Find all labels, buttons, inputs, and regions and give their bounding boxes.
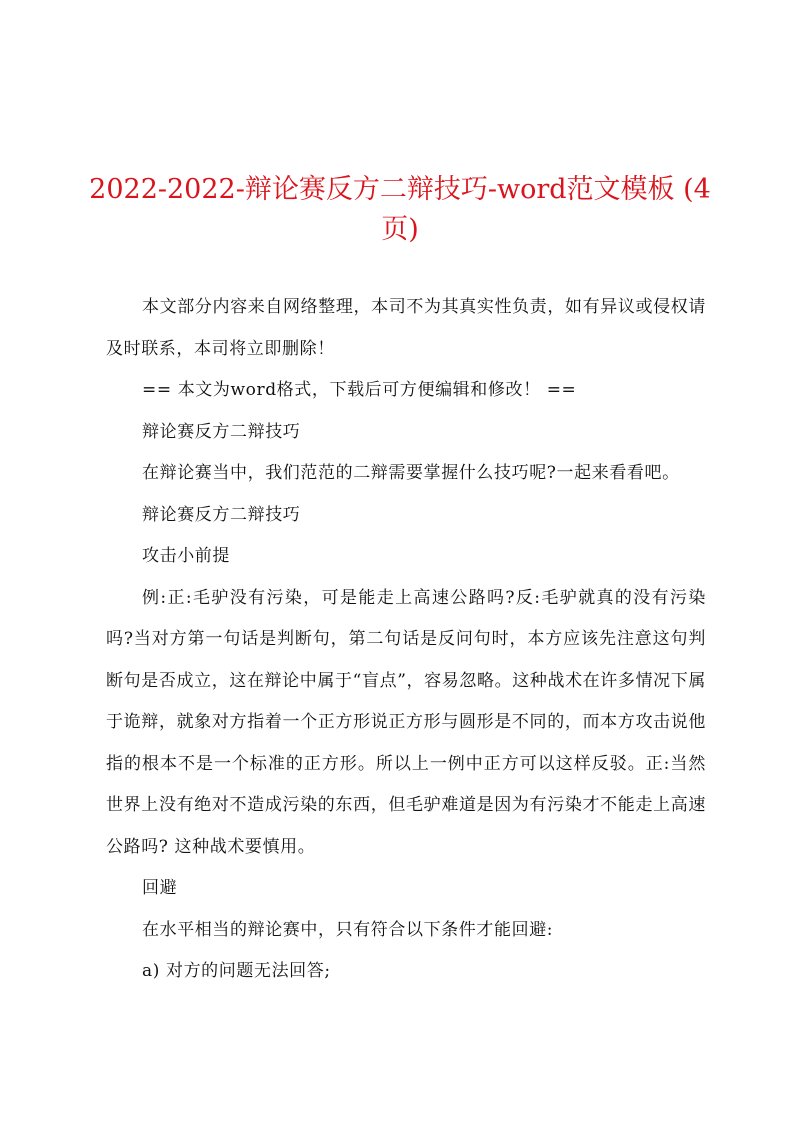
disclaimer-paragraph: 本文部分内容来自网络整理，本司不为其真实性负责，如有异议或侵权请及时联系，本司将立即删除！ [106, 297, 706, 359]
document-body [106, 287, 706, 993]
subsection-heading: 攻击小前提 [142, 546, 230, 566]
condition-item: a) 对方的问题无法回答; [142, 961, 331, 981]
document-title: 2022-2022-辩论赛反方二辩技巧-word范文模板 (4页) [89, 174, 711, 245]
subsection-heading: 回避 [142, 878, 178, 898]
condition-paragraph: 在水平相当的辩论赛中，只有符合以下条件才能回避: [142, 919, 554, 940]
section-heading: 辩论赛反方二辩技巧 [142, 504, 301, 525]
format-note-paragraph: == 本文为word格式，下载后可方便编辑和修改！ == [142, 380, 577, 400]
example-paragraph: 例:正:毛驴没有污染，可是能走上高速公路吗?反:毛驴就真的没有污染吗?当对方第一句话是判断句，第二句话是反问句时，本方应该先注意这句判断句是否成立，这在辩论中属于“盲点”，容易忽略。这种战术在许多情况下属于诡辩，就象对方指着一个正方形说正方形与圆形是不同的，而本方攻击说他指的根本不是一个标准的正方形。所以上一例中正方可以这样反驳。正:当然世界上没有绝对不造成污染的东西，但毛驴难道是因为有污染才不能走上高速公路吗? 这种战术要慎用。 [106, 587, 706, 857]
section-heading: 辩论赛反方二辩技巧 [142, 421, 301, 442]
intro-paragraph: 在辩论赛当中，我们范范的二辩需要掌握什么技巧呢?一起来看看吧。 [142, 463, 680, 483]
